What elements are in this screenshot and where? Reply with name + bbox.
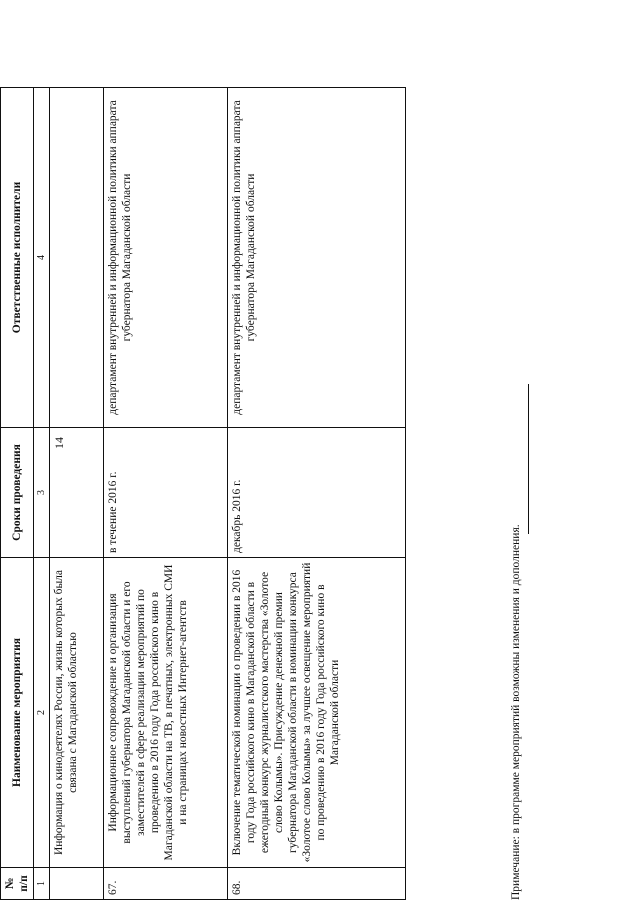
separator-line bbox=[528, 384, 529, 534]
table-row bbox=[50, 88, 104, 900]
cell-num: 68. bbox=[228, 868, 406, 900]
table-header-row bbox=[1, 88, 34, 900]
events-table-wrapper bbox=[0, 87, 406, 900]
cell-executor: департамент внутренней и информационной политики аппарата губернатора Магаданской области bbox=[228, 88, 406, 428]
cell-executor: департамент внутренней и информационной политики аппарата губернатора Магаданской области bbox=[104, 88, 228, 428]
cell-name: Информационное сопровождение и организация выступлений губернатора Магаданской области и его заместителей в сфере реализации мероприятий по проведению в 2016 году Года российского кино в Магаданской области на ТВ, в печатных, электронных СМИ и на страницах новостных Интернет-агентств bbox=[104, 558, 228, 868]
cell-date: в течение 2016 г. bbox=[104, 428, 228, 558]
cell-date: декабрь 2016 г. bbox=[228, 428, 406, 558]
column-index-1: 1 bbox=[34, 868, 50, 900]
footnote: Примечание: в программе мероприятий возможны изменения и дополнения. bbox=[510, 524, 522, 900]
column-index-3: 3 bbox=[34, 428, 50, 558]
header-num: № п/п bbox=[1, 868, 34, 900]
cell-executor bbox=[50, 88, 104, 428]
column-index-2: 2 bbox=[34, 558, 50, 868]
cell-num bbox=[50, 868, 104, 900]
cell-name: Включение тематической номинации о проведении в 2016 году Года российского кино в Магаданской области в ежегодный конкурс журналистского мастерства «Золотое слово Колымы». Присуждение денежной премии губернатора Магаданской области в номинации конкурса «Золотое слово Колымы» за лучшее освещение мероприятий по проведению в 2016 году Года российского кино в Магаданской области bbox=[228, 558, 406, 868]
table-row bbox=[104, 88, 228, 900]
cell-num: 67. bbox=[104, 868, 228, 900]
cell-name: Информация о кинодеятелях России, жизнь которых была связана с Магаданской областью bbox=[50, 558, 104, 868]
page-number: 14 bbox=[52, 437, 66, 449]
rotated-page-content bbox=[0, 60, 600, 900]
header-date: Сроки проведения bbox=[1, 428, 34, 558]
header-executor: Ответственные исполнители bbox=[1, 88, 34, 428]
cell-date bbox=[50, 428, 104, 558]
column-index-4: 4 bbox=[34, 88, 50, 428]
events-table bbox=[0, 87, 406, 900]
table-row bbox=[228, 88, 406, 900]
header-name: Наименование мероприятия bbox=[1, 558, 34, 868]
column-index-row bbox=[34, 88, 50, 900]
